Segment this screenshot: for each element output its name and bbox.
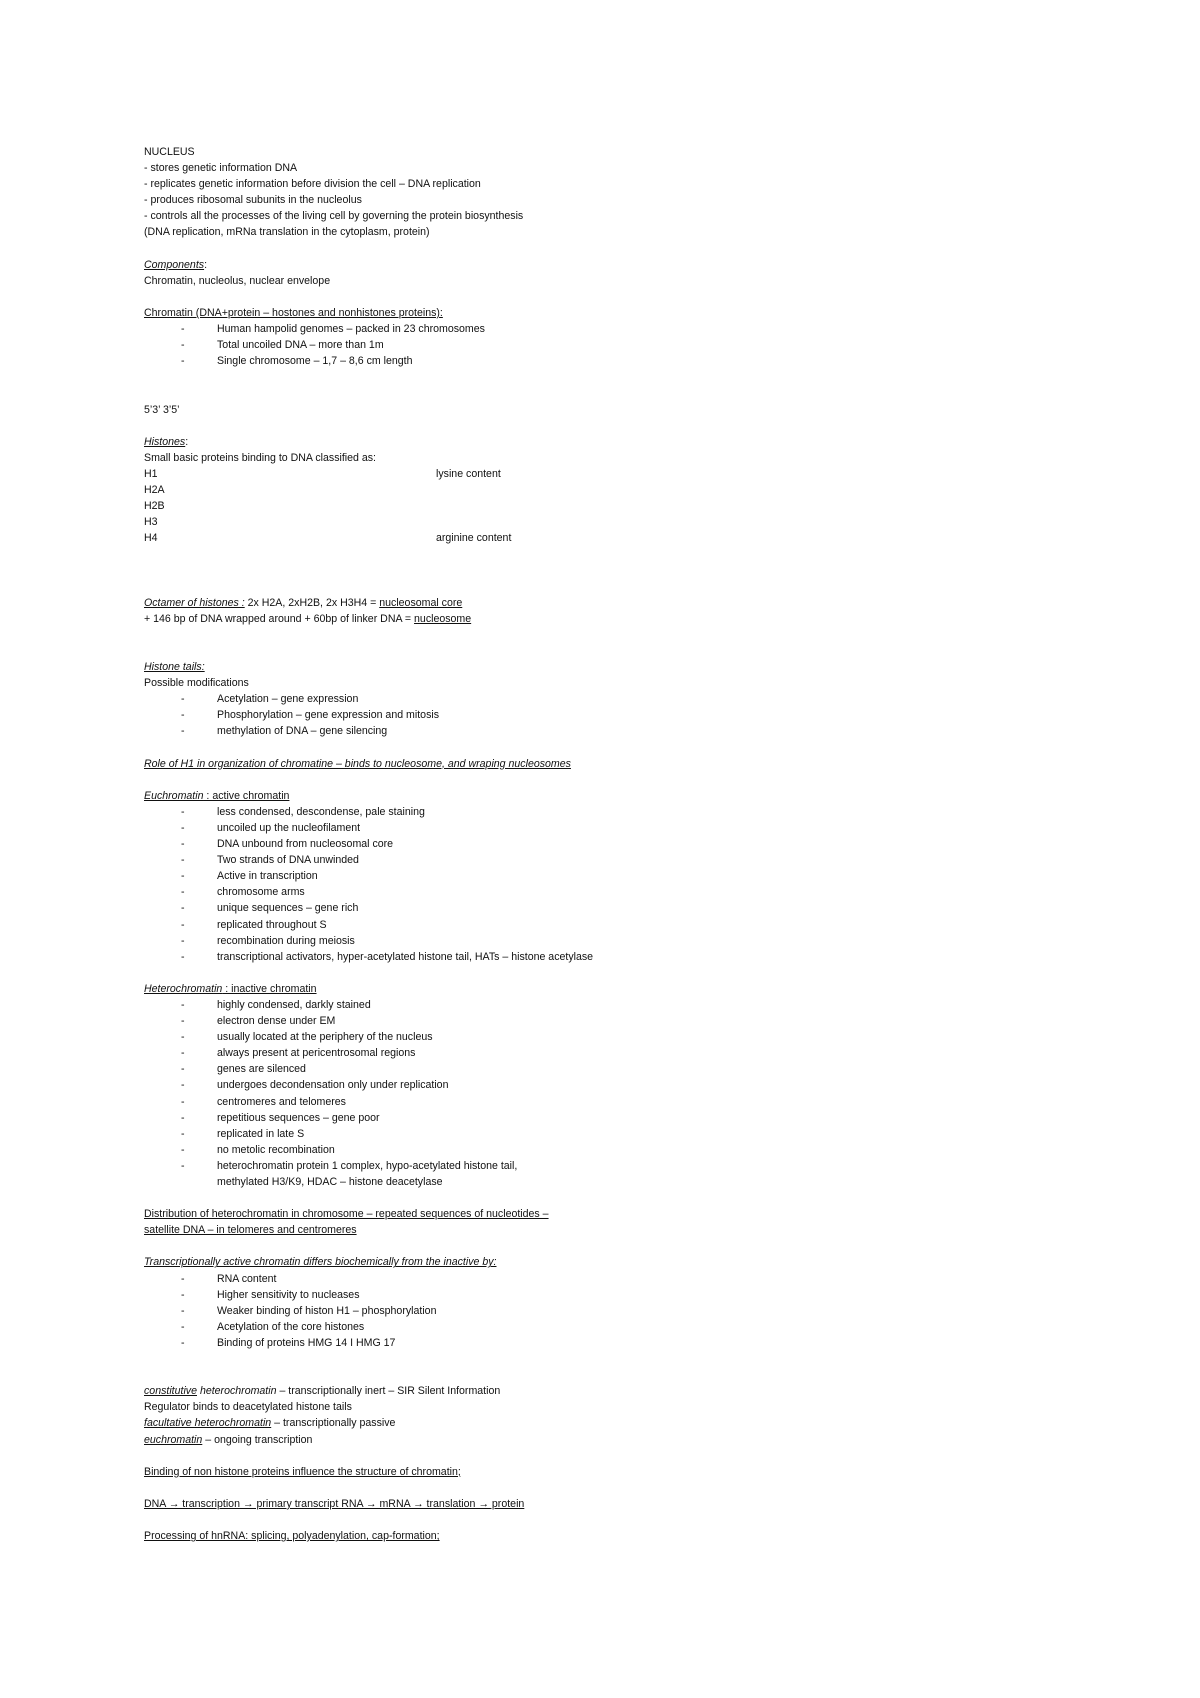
components-colon: : <box>204 258 208 271</box>
list-item: - Two strands of DNA unwinded <box>181 854 359 867</box>
histone-row: H1 lysine content <box>144 467 501 480</box>
list-item: - RNA content <box>181 1272 277 1285</box>
components-heading <box>144 257 1044 273</box>
list-item: - no metolic recombination <box>181 1143 335 1156</box>
type-euchromatin: euchromatin – ongoing transcription <box>144 1433 313 1446</box>
list-item: - replicated throughout S <box>181 918 327 931</box>
histone-row: H3 <box>144 516 158 529</box>
list-item: - usually located at the periphery of the nucleus <box>181 1031 433 1044</box>
list-item: - Human hampolid genomes – packed in 23 chromosomes <box>181 323 485 336</box>
nucleus-point: - stores genetic information DNA <box>144 162 298 175</box>
distribution-heading: Distribution of heterochromatin in chromosome – repeated sequences of nucleotides – <box>144 1208 549 1221</box>
list-item: - undergoes decondensation only under replication <box>181 1079 449 1092</box>
chromatin-heading: Chromatin (DNA+protein – hostones and nonhistones proteins): <box>144 306 443 319</box>
distribution-heading: satellite DNA – in telomeres and centromeres <box>144 1224 357 1237</box>
list-item: - chromosome arms <box>181 886 305 899</box>
list-item: - always present at pericentrosomal regions <box>181 1047 416 1060</box>
histone-tails-intro: Possible modifications <box>144 677 249 690</box>
list-item: - electron dense under EM <box>181 1015 336 1028</box>
list-item: - uncoiled up the nucleofilament <box>181 821 361 834</box>
nucleus-point: (DNA replication, mRNa translation in the cytoplasm, protein) <box>144 226 430 239</box>
transcriptional-heading: Transcriptionally active chromatin differs biochemically from the inactive by: <box>144 1256 497 1269</box>
section-title-nucleus: NUCLEUS <box>144 146 195 158</box>
histones-heading: Histones: <box>144 435 189 448</box>
processing-heading: Processing of hnRNA: splicing, polyadenylation, cap-formation; <box>144 1530 440 1543</box>
list-item: - recombination during meiosis <box>181 934 355 947</box>
central-dogma-flow: DNA → transcription → primary transcript RNA → mRNA → translation → protein <box>144 1497 525 1510</box>
non-histone-heading: Binding of non histone proteins influence the structure of chromatin; <box>144 1465 461 1478</box>
list-item: - DNA unbound from nucleosomal core <box>181 838 394 851</box>
components-text: Chromatin, nucleolus, nuclear envelope <box>144 274 331 287</box>
histone-row: H2A <box>144 483 165 496</box>
octamer-line: Octamer of histones : 2x H2A, 2xH2B, 2x H3H4 = nucleosomal core <box>144 596 463 609</box>
list-item: - genes are silenced <box>181 1063 306 1076</box>
list-item: - less condensed, descondense, pale staining <box>181 805 425 818</box>
list-item: - transcriptional activators, hyper-acetylated histone tail, HATs – histone acetylase <box>181 950 594 963</box>
list-item: - centromeres and telomeres <box>181 1095 346 1108</box>
list-item: - Phosphorylation – gene expression and mitosis <box>181 709 440 722</box>
list-item: - Total uncoiled DNA – more than 1m <box>181 339 384 352</box>
list-item: - Binding of proteins HMG 14 I HMG 17 <box>181 1336 396 1349</box>
document-page <box>144 144 1044 1544</box>
nucleus-point: - controls all the processes of the living cell by governing the protein biosynthesis <box>144 210 524 223</box>
list-item: - Higher sensitivity to nucleases <box>181 1288 360 1301</box>
list-item-continuation: methylated H3/K9, HDAC – histone deacetylase <box>217 1176 443 1188</box>
histones-intro: Small basic proteins binding to DNA classified as: <box>144 451 376 464</box>
components-label: Components <box>144 258 205 271</box>
type-constitutive: constitutive heterochromatin – transcriptionally inert – SIR Silent Information <box>144 1385 501 1398</box>
list-item: - unique sequences – gene rich <box>181 902 359 915</box>
role-h1-heading: Role of H1 in organization of chromatine – binds to nucleosome, and wraping nucleosomes <box>144 757 571 770</box>
histone-row: H2B <box>144 500 165 513</box>
type-constitutive-cont: Regulator binds to deacetylated histone tails <box>144 1401 352 1414</box>
direction-note: 5’3’ 3’5’ <box>144 403 180 416</box>
type-facultative: facultative heterochromatin – transcriptionally passive <box>144 1417 396 1430</box>
list-item: - replicated in late S <box>181 1127 305 1140</box>
list-item: - heterochromatin protein 1 complex, hypo-acetylated histone tail, <box>181 1159 518 1172</box>
histone-row: H4 arginine content <box>144 532 512 545</box>
list-item: - Acetylation – gene expression <box>181 693 359 706</box>
histones-label: Histones <box>144 435 186 448</box>
list-item: - repetitious sequences – gene poor <box>181 1111 380 1124</box>
list-item: - Active in transcription <box>181 870 318 883</box>
nucleus-point: - produces ribosomal subunits in the nucleolus <box>144 194 362 207</box>
list-item: - Single chromosome – 1,7 – 8,6 cm length <box>181 355 413 368</box>
histone-tails-heading: Histone tails: <box>144 661 205 673</box>
heterochromatin-heading: Heterochromatin : inactive chromatin <box>144 982 317 995</box>
list-item: - Weaker binding of histon H1 – phosphorylation <box>181 1304 437 1317</box>
list-item: - methylation of DNA – gene silencing <box>181 725 388 738</box>
list-item: - highly condensed, darkly stained <box>181 998 371 1011</box>
nucleus-point: - replicates genetic information before division the cell – DNA replication <box>144 178 481 191</box>
euchromatin-heading: Euchromatin : active chromatin <box>144 789 290 802</box>
octamer-line: + 146 bp of DNA wrapped around + 60bp of linker DNA = nucleosome <box>144 612 472 625</box>
list-item: - Acetylation of the core histones <box>181 1320 365 1333</box>
